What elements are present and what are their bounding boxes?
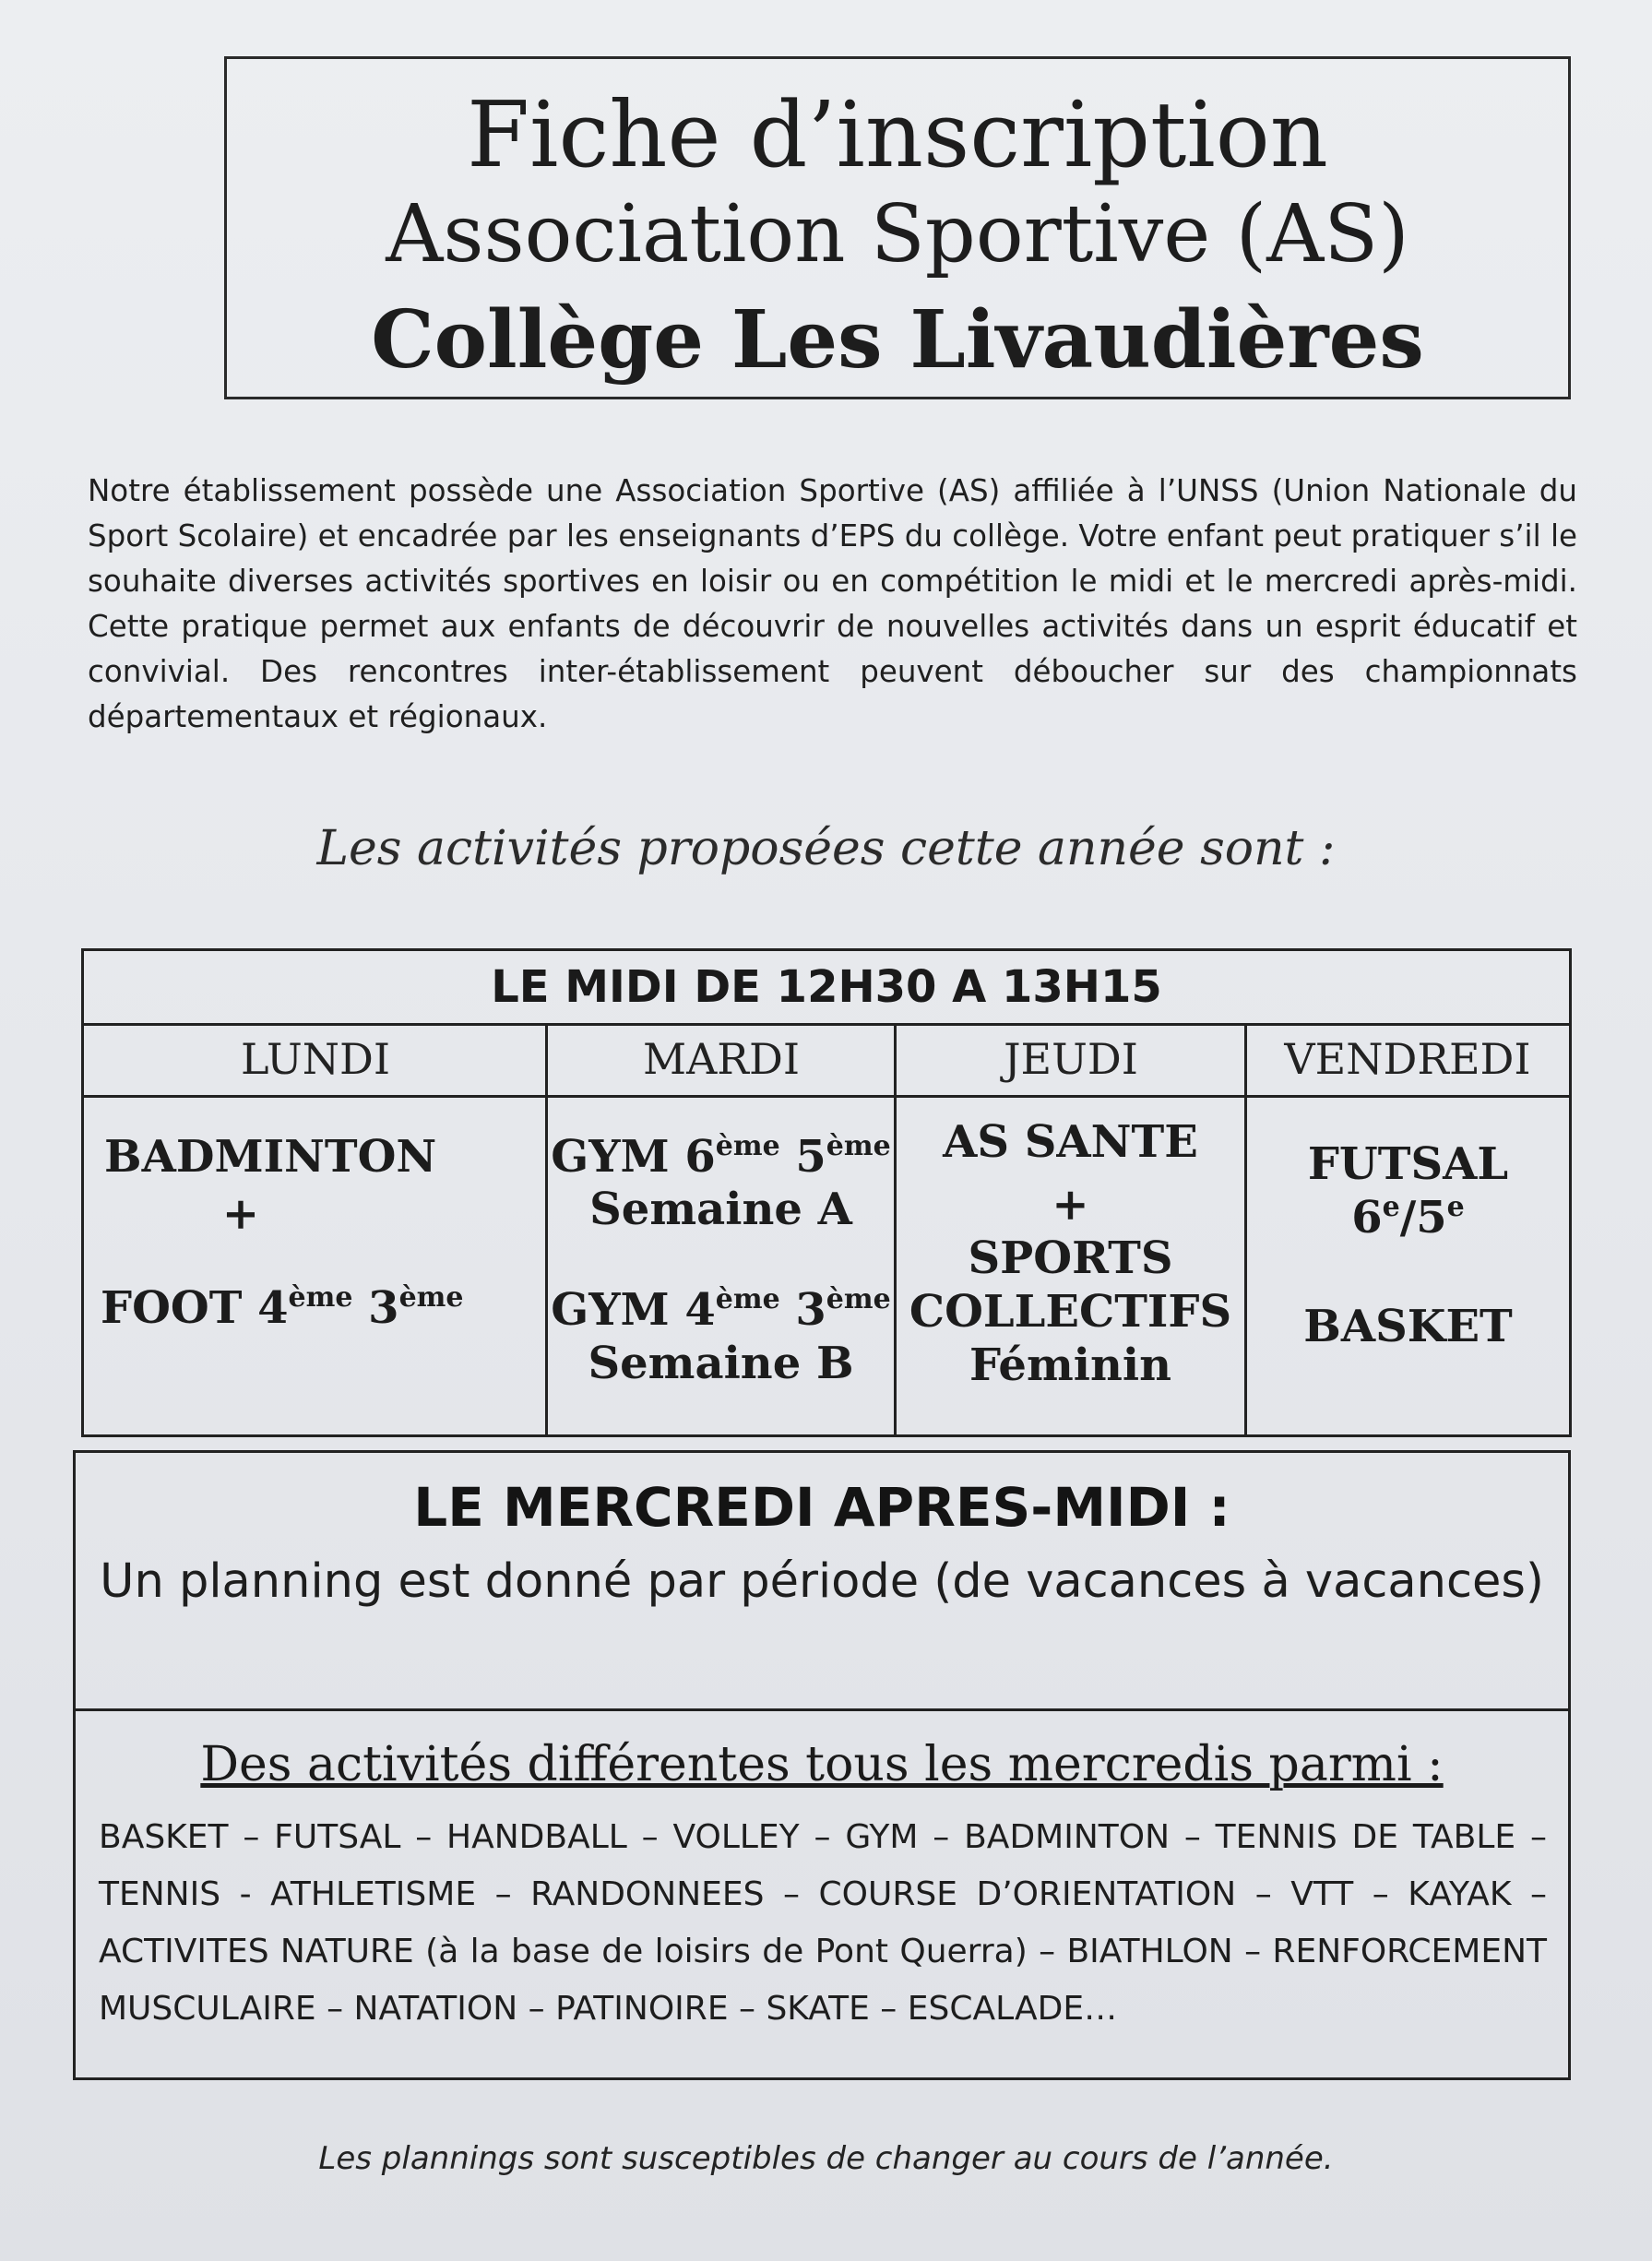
activity-plus: + <box>221 1188 260 1240</box>
day-header-row <box>84 1023 1569 1098</box>
mercredi-box <box>73 1450 1571 2080</box>
activity-badminton: BADMINTON <box>104 1131 437 1183</box>
futsal-levels: 6e/5e <box>1351 1191 1465 1244</box>
intro-paragraph: Notre établissement possède une Association Sportive (AS) affiliée à l’UNSS (Union Nationale du Sport Scolaire) et encadrée par les enseignants d’EPS du collège. Votre enfant peut pratiquer s’il le souhaite diverses activités sportives en loisir ou en compétition le midi et le mercredi après-midi. Cette pratique permet aux enfants de découvrir de nouvelles activités dans un esprit éducatif et convivial. Des rencontres inter-établissement peuvent déboucher sur des championnats départementaux et régionaux. <box>88 473 1577 734</box>
activities-vendredi <box>1247 1098 1569 1434</box>
activities-heading: Les activités proposées cette année sont : <box>316 821 1336 876</box>
activities-lundi <box>84 1098 545 1434</box>
mercredi-activity-list: BASKET – FUTSAL – HANDBALL – VOLLEY – GYM – BADMINTON – TENNIS DE TABLE – TENNIS - ATHLETISME – RANDONNEES – COURSE D’ORIENTATION – VTT – KAYAK – ACTIVITES NATURE (à la base de loisirs de Pont Querra) – BIATHLON – RENFORCEMENT MUSCULAIRE – NATATION – PATINOIRE – SKATE – ESCALADE… <box>99 1818 1547 2028</box>
activity-feminin: Féminin <box>969 1339 1172 1391</box>
association-name: Association Sportive (AS) <box>386 188 1409 280</box>
activity-gym-4-3: GYM 4ème 3ème <box>551 1283 891 1336</box>
midi-table-header: LE MIDI DE 12H30 A 13H15 <box>84 951 1569 1026</box>
form-title: Fiche d’inscription <box>467 83 1328 188</box>
week-b-label: Semaine B <box>588 1338 854 1389</box>
mercredi-list-title: Des activités différentes tous les mercredis parmi : <box>200 1737 1444 1792</box>
midi-schedule-table <box>81 948 1572 1437</box>
day-vendredi: VENDREDI <box>1284 1034 1531 1084</box>
day-jeudi: JEUDI <box>1004 1034 1138 1084</box>
day-lundi: LUNDI <box>240 1034 391 1084</box>
activity-futsal: FUTSAL <box>1307 1138 1509 1190</box>
week-a-label: Semaine A <box>589 1184 852 1235</box>
activities-jeudi <box>897 1098 1244 1434</box>
activity-collectifs: COLLECTIFS <box>909 1286 1232 1338</box>
mercredi-title: LE MERCREDI APRES-MIDI : <box>413 1476 1230 1539</box>
school-name: Collège Les Livaudières <box>371 293 1424 387</box>
mercredi-divider <box>76 1708 1568 1711</box>
footer-note: Les plannings sont susceptibles de changer au cours de l’année. <box>318 2140 1334 2177</box>
day-mardi: MARDI <box>642 1034 800 1084</box>
activity-plus: + <box>1052 1179 1089 1231</box>
title-box <box>224 56 1571 399</box>
activity-as-sante: AS SANTE <box>943 1116 1198 1168</box>
mercredi-subtitle: Un planning est donné par période (de vacances à vacances) <box>100 1554 1544 1609</box>
activities-mardi <box>548 1098 894 1434</box>
activity-basket: BASKET <box>1303 1301 1513 1352</box>
activity-foot: FOOT 4ème 3ème <box>101 1281 464 1334</box>
activity-gym-6-5: GYM 6ème 5ème <box>551 1130 891 1183</box>
activity-sports: SPORTS <box>968 1232 1173 1284</box>
